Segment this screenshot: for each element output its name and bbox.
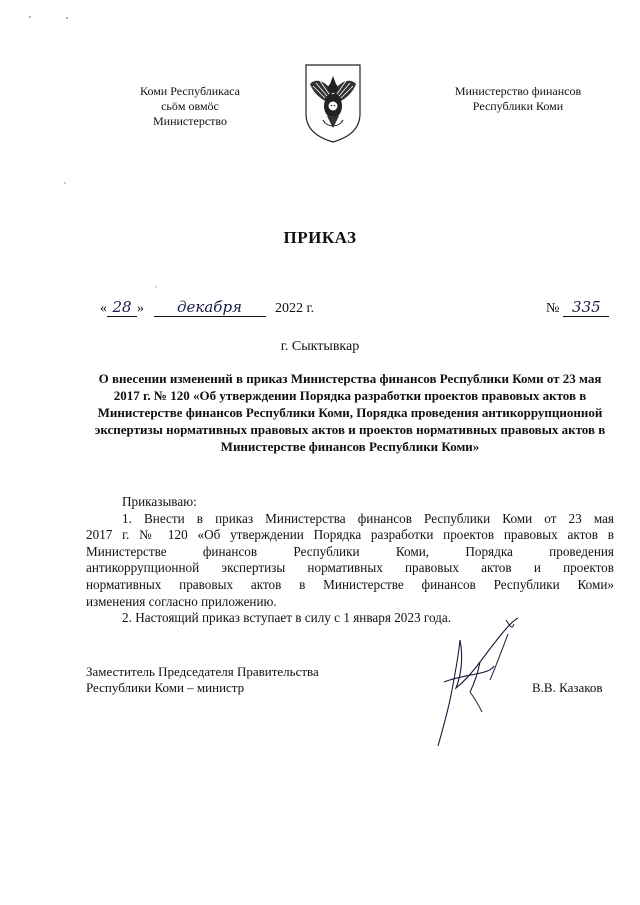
signatory-position-line-2: Республики Коми – министр: [86, 680, 245, 695]
document-title: ПРИКАЗ: [283, 228, 357, 247]
header-left-line-3: Министерство: [153, 114, 227, 128]
order-subject: О внесении изменений в приказ Министерства финансов Республики Коми от 23 мая 2017 г. № 120 «Об утверждении Порядка разработки проектов правовых актов в Министерстве финансов Республики Коми, Порядка проведения антикоррупционной экспертизы нормативных правовых актов и проектов нормативных правовых актов в Министерстве финансов Республики Коми»: [94, 371, 606, 454]
order-item-1: [86, 511, 614, 611]
header-left-komi: [120, 84, 260, 129]
item1-line: 2017 г. № 120 «Об утверждении Порядка разработки проектов правовых актов в: [86, 527, 614, 543]
header-left-line-2: сьӧм овмӧс: [161, 99, 219, 113]
header-right-ministry: [438, 84, 598, 114]
date-year: 2022 г.: [275, 301, 315, 316]
item1-line: нормативных правовых актов в Министерстве финансов Республики Коми»: [86, 576, 614, 592]
date-open-quote: «: [100, 301, 107, 316]
number-label: №: [546, 301, 560, 316]
order-item-2: 2. Настоящий приказ вступает в силу с 1 января 2023 года.: [122, 610, 452, 626]
signatory-position-line-1: Заместитель Председателя Правительства: [86, 664, 319, 679]
item1-line: Министерстве финансов Республики Коми, Порядка проведения: [86, 543, 614, 559]
komi-coat-of-arms-icon: [303, 62, 363, 144]
date-day: 28: [107, 298, 137, 317]
header-right-line-2: Республики Коми: [472, 99, 564, 113]
number-value: 335: [563, 298, 609, 317]
header-right-line-1: Министерство финансов: [454, 84, 582, 98]
date-month: декабря: [154, 298, 266, 317]
header-left-line-1: Коми Республикаса: [140, 84, 240, 98]
handwritten-signature: [420, 600, 540, 750]
item1-line: изменения согласно приложению.: [86, 593, 277, 609]
order-number: [546, 298, 609, 317]
signatory-name: В.В. Казаков: [532, 680, 603, 695]
item1-line: антикоррупционной экспертизы нормативных правовых актов и проектов: [86, 560, 614, 576]
item1-line: 1. Внести в приказ Министерства финансов Республики Коми от 23 мая: [122, 510, 614, 526]
order-intro: Приказываю:: [122, 494, 197, 509]
signatory-position: [86, 664, 319, 696]
date-close-quote: »: [137, 301, 144, 316]
city: г. Сыктывкар: [280, 339, 360, 354]
order-date: [100, 298, 314, 317]
